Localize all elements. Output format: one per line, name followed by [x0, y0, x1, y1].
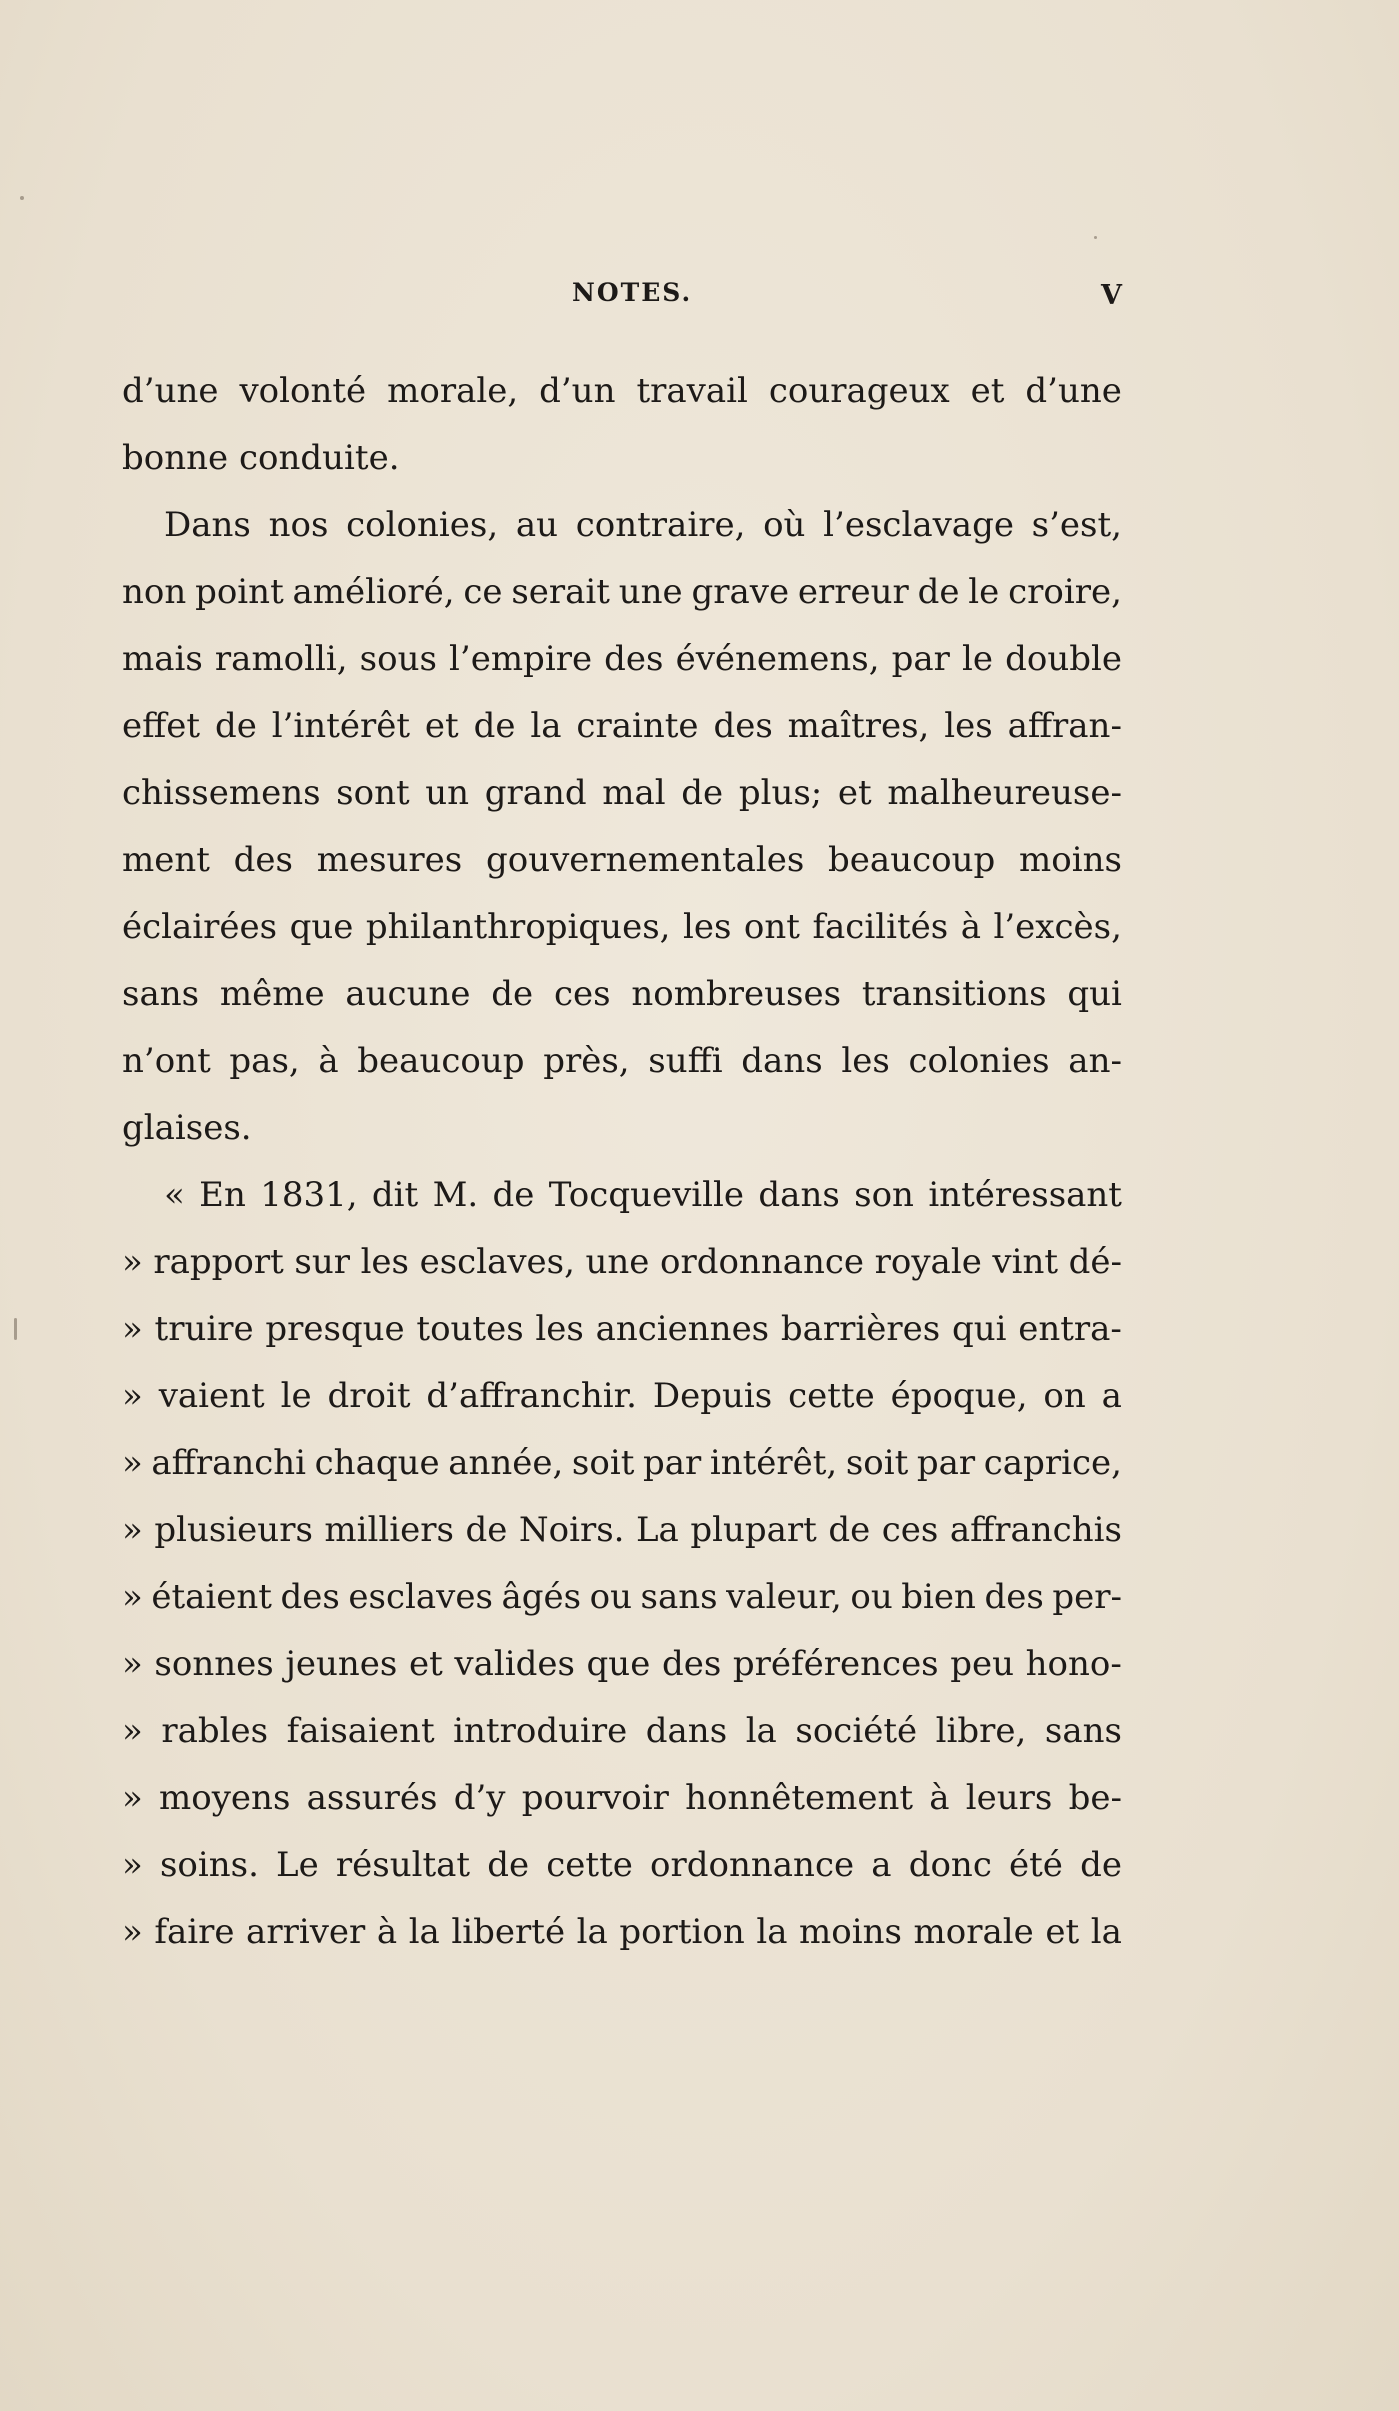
- word: dans: [741, 1041, 823, 1081]
- word: les: [360, 1242, 410, 1282]
- word: royale: [874, 1242, 982, 1282]
- word: portion: [619, 1912, 745, 1952]
- word: époque,: [890, 1376, 1028, 1416]
- word: cette: [788, 1376, 875, 1416]
- word: esclaves,: [419, 1242, 575, 1282]
- word: Depuis: [652, 1376, 773, 1416]
- word: beaucoup: [828, 840, 996, 880]
- word: la: [408, 1912, 440, 1952]
- word: résultat: [335, 1845, 471, 1885]
- word: dé-: [1068, 1242, 1122, 1282]
- text-line: [122, 1430, 1122, 1497]
- word: a: [871, 1845, 892, 1885]
- word: morale: [913, 1912, 1034, 1952]
- word: pas,: [229, 1041, 300, 1081]
- word: esclaves: [348, 1577, 493, 1617]
- word: nombreuses: [631, 974, 842, 1014]
- word: »: [122, 1912, 143, 1952]
- text-line: [122, 1363, 1122, 1430]
- word: d’y: [453, 1778, 506, 1818]
- word: qui: [1067, 974, 1122, 1014]
- word: une: [618, 572, 683, 612]
- word: »: [122, 1510, 143, 1550]
- word: sonnes: [154, 1644, 274, 1684]
- word: de: [473, 706, 516, 746]
- text-line: [122, 626, 1122, 693]
- word: a: [1101, 1376, 1122, 1416]
- word: étaient: [151, 1577, 272, 1617]
- word: ordonnance: [650, 1845, 855, 1885]
- word: ces: [553, 974, 611, 1014]
- word: société: [795, 1711, 918, 1751]
- text-line: [122, 827, 1122, 894]
- word: par: [891, 639, 950, 679]
- word: valides: [454, 1644, 575, 1684]
- paper-speck: [20, 196, 24, 200]
- word: bien: [901, 1577, 976, 1617]
- word: En: [199, 1175, 246, 1215]
- word: transitions: [861, 974, 1047, 1014]
- word: à: [376, 1912, 398, 1952]
- word: moins: [1019, 840, 1122, 880]
- text-line: [122, 760, 1122, 827]
- word: bonne: [122, 438, 229, 478]
- word: La: [635, 1510, 679, 1550]
- word: soit: [845, 1443, 909, 1483]
- word: on: [1043, 1376, 1086, 1416]
- word: sans: [1044, 1711, 1122, 1751]
- word: facilités: [812, 907, 949, 947]
- running-head: NOTES.: [572, 278, 693, 307]
- word: Tocqueville: [548, 1175, 745, 1215]
- word: dans: [645, 1711, 728, 1751]
- word: ramolli,: [214, 639, 348, 679]
- word: philanthropiques,: [365, 907, 671, 947]
- word: chissemens: [122, 773, 321, 813]
- word: des: [280, 1577, 340, 1617]
- word: libre,: [935, 1711, 1027, 1751]
- word: que: [586, 1644, 651, 1684]
- word: de: [465, 1510, 508, 1550]
- word: be-: [1068, 1778, 1122, 1818]
- word: nos: [268, 505, 329, 545]
- word: préférences: [732, 1644, 939, 1684]
- word: colonies,: [346, 505, 499, 545]
- word: et: [837, 773, 872, 813]
- word: d’une: [122, 371, 219, 411]
- word: malheureuse-: [887, 773, 1122, 813]
- text-line: [122, 492, 1122, 559]
- word: contraire,: [575, 505, 746, 545]
- word: les: [535, 1309, 584, 1349]
- word: où: [763, 505, 806, 545]
- word: vint: [992, 1242, 1059, 1282]
- word: »: [122, 1845, 143, 1885]
- word: son: [854, 1175, 914, 1215]
- page-number: V: [1101, 280, 1122, 311]
- word: rables: [161, 1711, 269, 1751]
- text-line: [122, 894, 1122, 961]
- text-line: [122, 693, 1122, 760]
- word: même: [219, 974, 325, 1014]
- word: mal: [602, 773, 666, 813]
- word: liberté: [451, 1912, 566, 1952]
- word: les: [841, 1041, 890, 1081]
- word: l’excès,: [993, 907, 1122, 947]
- paper-speck: [1094, 236, 1097, 239]
- word: »: [122, 1309, 143, 1349]
- word: de: [1080, 1845, 1122, 1885]
- word: au: [515, 505, 559, 545]
- word: de: [681, 773, 724, 813]
- word: amélioré,: [292, 572, 455, 612]
- word: gouvernementales: [485, 840, 805, 880]
- word: »: [122, 1242, 143, 1282]
- text-line: [122, 358, 1122, 425]
- word: près,: [543, 1041, 630, 1081]
- word: entra-: [1018, 1309, 1122, 1349]
- word: morale,: [387, 371, 519, 411]
- word: ordonnance: [659, 1242, 865, 1282]
- word: été: [1009, 1845, 1063, 1885]
- word: d’affranchir.: [426, 1376, 637, 1416]
- word: colonies: [908, 1041, 1050, 1081]
- text-line: [122, 1832, 1122, 1899]
- word: d’une: [1025, 371, 1122, 411]
- word: soins.: [159, 1845, 259, 1885]
- word: ont: [743, 907, 800, 947]
- word: n’ont: [122, 1041, 211, 1081]
- text-line: [122, 1095, 1122, 1162]
- word: ou: [589, 1577, 632, 1617]
- text-line: [122, 1028, 1122, 1095]
- word: à: [318, 1041, 339, 1081]
- word: ment: [122, 840, 210, 880]
- word: »: [122, 1711, 143, 1751]
- word: »: [122, 1443, 143, 1483]
- word: «: [164, 1175, 185, 1215]
- word: de: [828, 1510, 871, 1550]
- word: Noirs.: [518, 1510, 625, 1550]
- word: des: [713, 706, 773, 746]
- word: affran-: [1007, 706, 1122, 746]
- word: sans: [640, 1577, 718, 1617]
- word: rapport: [153, 1242, 284, 1282]
- word: l’intérêt: [271, 706, 411, 746]
- word: point: [195, 572, 284, 612]
- word: par: [916, 1443, 976, 1483]
- word: vaient: [158, 1376, 265, 1416]
- word: »: [122, 1577, 143, 1617]
- word: non: [122, 572, 187, 612]
- word: milliers: [324, 1510, 454, 1550]
- word: presque: [265, 1309, 405, 1349]
- text-line: [122, 559, 1122, 626]
- word: l’esclavage: [823, 505, 1014, 545]
- word: ce: [463, 572, 503, 612]
- word: et: [1045, 1912, 1080, 1952]
- word: des: [984, 1577, 1044, 1617]
- word: volonté: [239, 371, 367, 411]
- word: introduire: [453, 1711, 628, 1751]
- word: la: [530, 706, 562, 746]
- word: sous: [359, 639, 437, 679]
- word: caprice,: [983, 1443, 1122, 1483]
- word: et: [424, 706, 459, 746]
- word: une: [585, 1242, 650, 1282]
- word: leurs: [965, 1778, 1053, 1818]
- text-line: [122, 1698, 1122, 1765]
- word: âgés: [501, 1577, 582, 1617]
- word: le: [962, 639, 994, 679]
- word: »: [122, 1376, 143, 1416]
- word: faisaient: [286, 1711, 435, 1751]
- word: événemens,: [675, 639, 880, 679]
- word: que: [289, 907, 354, 947]
- word: l’empire: [449, 639, 593, 679]
- word: ou: [850, 1577, 893, 1617]
- text-line: [122, 1899, 1122, 1966]
- word: assurés: [306, 1778, 438, 1818]
- word: truire: [154, 1309, 254, 1349]
- word: Le: [276, 1845, 319, 1885]
- word: mais: [122, 639, 203, 679]
- word: année,: [448, 1443, 564, 1483]
- word: maîtres,: [787, 706, 930, 746]
- word: sans: [122, 974, 200, 1014]
- word: hono-: [1025, 1644, 1122, 1684]
- word: les: [682, 907, 732, 947]
- word: M.: [432, 1175, 479, 1215]
- word: le: [280, 1376, 312, 1416]
- word: croire,: [1008, 572, 1122, 612]
- word: s’est,: [1031, 505, 1122, 545]
- word: la: [1090, 1912, 1122, 1952]
- word: des: [661, 1644, 722, 1684]
- word: intérêt,: [709, 1443, 838, 1483]
- word: des: [233, 840, 293, 880]
- word: double: [1005, 639, 1122, 679]
- word: suffi: [648, 1041, 723, 1081]
- word: travail: [636, 371, 748, 411]
- word: de: [487, 1845, 530, 1885]
- word: serait: [511, 572, 610, 612]
- word: par: [642, 1443, 702, 1483]
- word: la: [756, 1912, 788, 1952]
- word: chaque: [314, 1443, 440, 1483]
- word: aucune: [345, 974, 471, 1014]
- word: honnêtement: [685, 1778, 914, 1818]
- word: sont: [336, 773, 410, 813]
- word: beaucoup: [357, 1041, 525, 1081]
- text-line: [122, 1162, 1122, 1229]
- word: donc: [908, 1845, 992, 1885]
- word: et: [408, 1644, 443, 1684]
- word: Dans: [164, 505, 251, 545]
- paper-speck: [14, 1318, 17, 1340]
- word: un: [425, 773, 470, 813]
- text-line: [122, 1296, 1122, 1363]
- word: droit: [327, 1376, 411, 1416]
- word: moyens: [159, 1778, 291, 1818]
- text-line: [122, 1229, 1122, 1296]
- word: de: [917, 572, 960, 612]
- word: intéressant: [928, 1175, 1122, 1215]
- word: qui: [951, 1309, 1007, 1349]
- word: le: [968, 572, 1000, 612]
- text-line: [122, 1564, 1122, 1631]
- word: glaises.: [122, 1108, 252, 1148]
- word: de: [491, 974, 534, 1014]
- text-line: [122, 961, 1122, 1028]
- word: per-: [1052, 1577, 1122, 1617]
- word: »: [122, 1644, 143, 1684]
- page-header: [122, 278, 1122, 318]
- word: les: [944, 706, 993, 746]
- word: affranchis: [949, 1510, 1122, 1550]
- word: des: [604, 639, 664, 679]
- word: grand: [484, 773, 587, 813]
- word: de: [214, 706, 257, 746]
- word: plus;: [738, 773, 823, 813]
- word: soit: [571, 1443, 635, 1483]
- word: valeur,: [726, 1577, 842, 1617]
- word: faire: [154, 1912, 235, 1952]
- word: d’un: [539, 371, 616, 411]
- word: peu: [950, 1644, 1015, 1684]
- word: pourvoir: [521, 1778, 669, 1818]
- word: éclairées: [122, 907, 278, 947]
- word: et: [970, 371, 1005, 411]
- word: courageux: [768, 371, 950, 411]
- word: de: [492, 1175, 535, 1215]
- word: arriver: [246, 1912, 366, 1952]
- word: barrières: [780, 1309, 941, 1349]
- text-line: [122, 1497, 1122, 1564]
- word: sur: [294, 1242, 350, 1282]
- word: affranchi: [151, 1443, 307, 1483]
- word: effet: [122, 706, 201, 746]
- text-line: [122, 425, 1122, 492]
- word: erreur: [797, 572, 909, 612]
- text-line: [122, 1765, 1122, 1832]
- word: crainte: [576, 706, 699, 746]
- word: moins: [799, 1912, 902, 1952]
- word: la: [745, 1711, 777, 1751]
- word: la: [576, 1912, 608, 1952]
- word: »: [122, 1778, 143, 1818]
- word: toutes: [416, 1309, 524, 1349]
- word: anciennes: [595, 1309, 770, 1349]
- word: 1831,: [260, 1175, 358, 1215]
- word: dit: [371, 1175, 419, 1215]
- body-text: [122, 358, 1122, 1966]
- text-line: [122, 1631, 1122, 1698]
- word: dans: [758, 1175, 840, 1215]
- word: à: [960, 907, 981, 947]
- word: plupart: [690, 1510, 817, 1550]
- word: conduite.: [238, 438, 400, 478]
- word: an-: [1068, 1041, 1122, 1081]
- word: grave: [691, 572, 790, 612]
- word: ces: [881, 1510, 939, 1550]
- word: plusieurs: [154, 1510, 313, 1550]
- word: cette: [546, 1845, 633, 1885]
- word: à: [929, 1778, 950, 1818]
- word: mesures: [316, 840, 463, 880]
- word: jeunes: [285, 1644, 398, 1684]
